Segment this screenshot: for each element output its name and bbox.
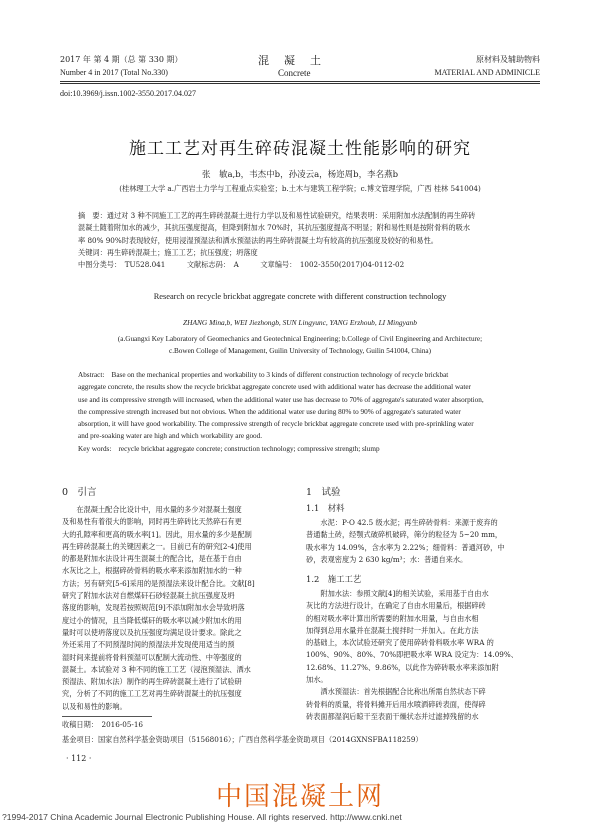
materials-text [306,517,538,566]
fund-note: 基金项目：国家自然科学基金资助项目（51568016）；广西自然科学基金资助项目（2014GXNSFBA118259） [62,735,423,744]
abstract-en [78,369,530,455]
text-line: 湿时间来提前将骨料预湿可以配制大流动性、中等强度的 [62,652,242,662]
text-line: 的相对吸水率计算出所需要的附加水用量，与自由水相 [306,613,479,623]
affiliation-en-line: c.Bowen College of Management, Guilin University of Technology, Guilin 541004, China) [169,347,431,355]
text-line: 及和易性有着很大的影响，同时再生碎砖比天然碎石有更 [62,517,242,527]
classification: 中图分类号： TU528.041 文献标志码： A 文章编号： 1002-3550(2017)04-0112-02 [78,260,405,270]
text-line: 大的孔隙率和更高的吸水率[1]。因此，用水量的多少是配制 [62,529,252,539]
text-line: 加水。 [306,675,328,685]
text-line: 量时可以使坍落度以及抗压强度均满足设计要求。除此之 [62,627,242,637]
text-line: 预湿法、附加水法）制作的再生碎砖混凝土进行了试验研 [62,677,242,687]
header-rule-2 [60,83,540,84]
affiliation-en-line: (a.Guangxi Key Laboratory of Geomechanics and Geotechnical Engineering; b.College of Civil Engineering and Architecture; [117,335,483,343]
text-line: 吸水率为 14.09%，含水率为 2.22%；细骨料：普通河砂，中 [306,542,505,552]
text-line: 加得到总用水量并在混凝土搅拌时一并加入。在此方法 [306,625,479,635]
subsection-materials: 1.1 材料 [306,503,345,513]
keywords-en: Key words: recycle brickbat aggregate concrete; construction technology; compressive strength; slump [78,444,380,453]
abstract-en-line: use and its compressive strength will increased, when the additional water use has decrease to 70% of aggregate's saturated water absorption, [78,395,484,404]
journal-title-cn: 混 凝 土 [258,54,323,67]
text-line: 洒水预湿法：首先根据配合比称出所需自然状态下碎 [306,687,486,697]
abstract-en-line: the compressive strength increased but not obvious. When the additional water use during 80% to 90% of aggregate's saturated water [78,407,461,416]
abstract-cn-line: 摘 要：通过对 3 种不同施工工艺的再生碎砖混凝土进行力学以及和易性试验研究，结果表明：采用附加水法配制的再生碎砖 [78,211,476,220]
paper-title: 施工工艺对再生碎砖混凝土性能影响的研究 [129,139,471,159]
subsection-process: 1.2 施工工艺 [306,574,362,584]
text-line: 以及和易性的影响。 [62,701,127,711]
intro-text [62,504,294,713]
text-line: 水泥：P·O 42.5 级水泥；再生碎砖骨料：来源于废弃的 [306,518,498,527]
section-cn: 原材料及辅助物料 [476,55,540,64]
received-date: 收稿日期： 2016-05-16 [62,720,143,729]
issue-cn: 2017 年 第 4 期（总 第 330 期） [60,55,183,64]
abstract-cn-line: 混凝土随着附加水的减少，其抗压强度提高，但降到附加水 70%时，其抗压强度提高不明显；附和易性则是按附骨料的吸水 [78,223,471,233]
header-rule-1 [60,81,540,82]
footnote-rule [62,716,152,717]
authors-en: ZHANG Mina,b, WEI Jiezhongb, SUN Lingyunc, YANG Erzhoub, LI Mingyanb [183,318,417,327]
section-en: MATERIAL AND ADMINICLE [434,68,540,77]
abstract-cn [78,210,528,271]
text-line: 灰比的方法进行设计，在确定了自由水用量后，根据碎砖 [306,601,486,611]
text-line: 度过小的情况，且当降低煤矸的吸水率以减少附加水的用 [62,615,242,625]
doi: doi:10.3969/j.issn.1002-3550.2017.04.027 [60,89,197,98]
copyright-line: ?1994-2017 China Academic Journal Electronic Publishing House. All rights reserved. http://www.cnki.net [2,812,402,822]
section-heading-intro: 0 引言 [62,487,97,498]
title-en: Research on recycle brickbat aggregate concrete with different construction technology [153,292,447,301]
process-text [306,588,538,723]
text-line: 附加水法：参照文献[4]的相关试验，采用基于自由水 [306,589,489,598]
text-line: 砖表面都湿润后晾干至表面干燥状态并过滤掉残留的水 [306,711,479,721]
abstract-cn-line: 率 80% 90%时表现较好，使用浸湿预湿法和洒水预湿法的再生碎砖混凝土均有较高的抗压强度及较好的和易性。 [78,235,438,245]
text-line: 研究了附加水法对自燃煤矸石砂轻混凝土抗压强度及坍 [62,591,235,601]
text-line: 混凝土。本试验对 3 种不同的施工工艺（浸泡预湿法、洒水 [62,664,251,674]
section-heading-test: 1 试验 [306,487,341,498]
text-line: 外还采用了不同预湿时间的预湿法并发现使用适当的预 [62,640,235,650]
abstract-en-line: absorption, it will have good workability. The compressive strength of recycle brickbat aggregate concrete used with pre-sprinkling water [78,420,474,429]
affiliation-cn: (桂林理工大学 a.广西岩土力学与工程重点实验室；b.土木与建筑工程学院；c.博文管理学院，广西 桂林 541004) [119,184,481,193]
text-line: 砂，表观密度为 2 630 kg/m³；水：普通自来水。 [306,554,468,564]
abstract-en-line: aggregate concrete, the results show the recycle brickbat aggregate concrete used with additional water has decrease the additional water [78,383,471,392]
authors-cn: 张 敏a,b，韦杰中b，孙凌云a，杨迩周b，李名燕b [201,170,399,180]
text-line: 普通黏土砖，经颚式破碎机破碎，筛分的粒径为 5~20 mm， [306,530,503,540]
keywords-cn: 关键词：再生碎砖混凝土；施工工艺；抗压强度；坍落度 [78,247,258,257]
text-line: 的基础上，本次试验还研究了使用碎砖骨料吸水率 WRA 的 [306,638,494,648]
text-line: 在混凝土配合比设计中，用水量的多少对混凝土强度 [62,505,242,514]
abstract-en-line: and pre-soaking water are high and which workability are good. [78,432,263,441]
journal-title-en: Concrete [278,68,311,78]
abstract-en-line: Abstract: Base on the mechanical properties and workability to 3 kinds of different construction technology of recycle brickbat [78,371,449,379]
text-line: 水灰比之上，根据碎砖骨料的吸水率来添加附加水的一种 [62,566,242,576]
text-line: 方法；另有研究[5-6]采用的是预湿法来设计配合比。文献[8] [62,578,255,588]
watermark-logo: 中国混凝土网 [215,782,384,812]
text-line: 12.68%、11.27%、9.86%，以此作为碎砖吸水率来添加附 [306,662,499,672]
text-line: 究，分析了不同的施工工艺对再生碎砖混凝土的抗压强度 [62,689,242,699]
text-line: 落度的影响，发现若按照规范[9]不添加附加水会导致坍落 [62,603,245,613]
text-line: 砖骨料的质量，将骨料摊开后用水喷洒碎砖表面，使得碎 [306,699,486,709]
text-line: 100%、90%、80%、70%即把吸水率 WRA 设定为：14.09%、 [306,650,518,660]
text-line: 的都是附加水法设计再生混凝土的配合比，是在基于自由 [62,554,242,564]
page-number: · 112 · [66,754,92,763]
text-line: 再生碎砖混凝土的关键因素之一。目前已有的研究[2-4]使用 [62,541,252,551]
issue-en: Number 4 in 2017 (Total No.330) [60,68,168,77]
